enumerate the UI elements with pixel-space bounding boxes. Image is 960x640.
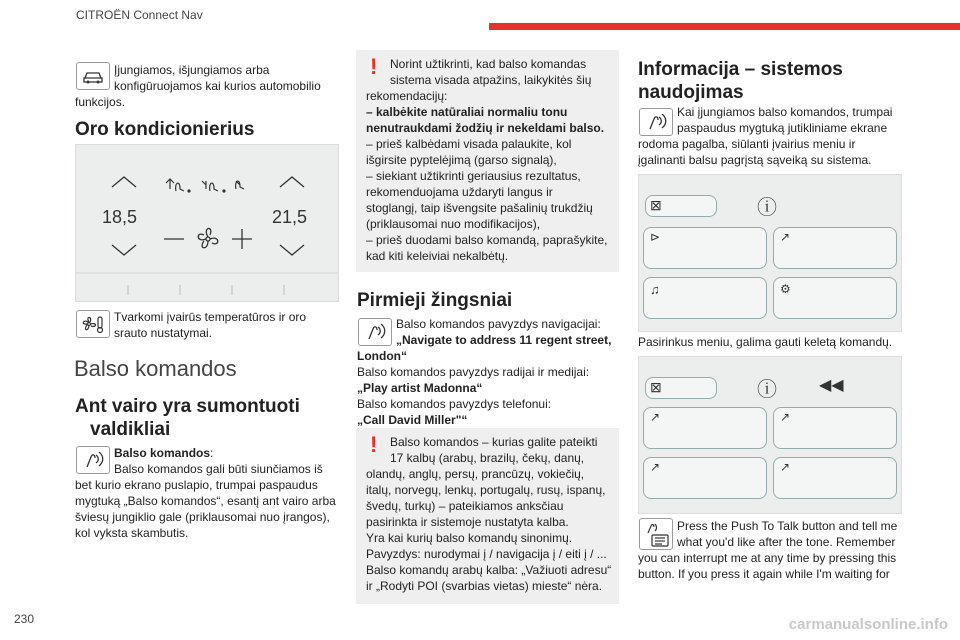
info-icon[interactable]: ⓘ — [757, 379, 777, 401]
page-number: 230 — [14, 612, 35, 626]
watermark: carmanualsonline.info — [788, 616, 948, 633]
temp-left-up-icon — [112, 177, 136, 187]
ac-caption-line-1: Tvarkomi įvairūs temperatūros ir oro — [114, 310, 307, 324]
voice-icon: ↗ — [780, 460, 791, 474]
gear-icon: ⚙ — [780, 282, 791, 296]
temperature-fan-icon — [76, 310, 110, 338]
back-icon[interactable]: ◀◀ — [819, 377, 844, 394]
voice-line-3: mygtuką „Balso komandos“, esantį ant vairo arba — [75, 494, 336, 508]
warn1-line-6: – siekiant užtikrinti geriausius rezultatus, — [366, 169, 581, 183]
menu-phone-button[interactable] — [773, 227, 897, 269]
ac-heading: Oro kondicionierius — [75, 119, 255, 140]
warning-icon: ! — [370, 432, 378, 457]
menu-caption: Pasirinkus meniu, galima gauti keletą komandų. — [638, 335, 893, 349]
ac-caption-line-2: srauto nustatymai. — [114, 326, 213, 340]
fs-bold-3: „Play artist Madonna“ — [357, 381, 483, 395]
temp-left-value: 18,5 — [102, 207, 138, 227]
voice-line-4: šviesų jungiklio gale (priklausomai nuo įrangos), — [75, 510, 330, 524]
temp-right-value: 21,5 — [272, 207, 308, 227]
intro-line-2: konfigūruojamos kai kurios automobilio — [114, 79, 321, 93]
temp-left-down-icon — [112, 245, 136, 255]
command-button-2[interactable] — [773, 407, 897, 449]
command-button-3[interactable] — [643, 457, 767, 499]
push-to-talk-icon — [639, 518, 673, 550]
car-icon — [76, 62, 110, 90]
command-list-screen — [638, 356, 902, 514]
voice-line-5: kol vyksta skambutis. — [75, 526, 189, 540]
info-line-2: paspaudus mygtuką jutikliniame ekrane — [677, 121, 888, 135]
info-icon[interactable]: ⓘ — [757, 197, 777, 219]
voice-label: Balso komandos — [114, 446, 211, 460]
voice-line-2: bet kurio ekrano puslapio, trumpai paspaudus — [75, 478, 318, 492]
warn1-line-11: kad kiti keleiviai nekalbėtų. — [366, 249, 509, 263]
steering-heading-line-2: valdikliai — [90, 419, 171, 440]
warn2-line-4: italų, norvegų, lenkų, portugalų, rusų, ispanų, — [366, 483, 606, 497]
menu-media-button[interactable] — [643, 277, 767, 319]
warn1-line-7: rekomenduojama uždaryti langus ir — [366, 185, 553, 199]
warn1-line-1: Norint užtikrinti, kad balso komandas — [390, 57, 587, 71]
header-title: CITROËN Connect Nav — [76, 8, 203, 22]
warn2-line-9: Balso komandų arabų kalba: „Važiuoti adresu“ — [366, 563, 612, 577]
warn2-line-2: 17 kalbų (arabų, brazilų, čekų, danų, — [390, 451, 585, 465]
ptt-line-2: what you'd like after the tone. Remember — [677, 535, 896, 549]
first-steps-heading: Pirmieji žingsniai — [357, 290, 513, 311]
close-button[interactable] — [645, 377, 717, 399]
warn2-line-1: Balso komandos – kurias galite pateikti — [390, 435, 598, 449]
temp-right-down-icon — [280, 245, 304, 255]
warn2-line-3: olandų, anglų, persų, prancūzų, vokiečių, — [366, 467, 585, 481]
info-line-3: rodoma pagalba, siūlanti įvairius meniu ir — [638, 137, 856, 151]
voice-icon: ↗ — [780, 410, 791, 424]
voice-commands-heading: Balso komandos — [74, 356, 237, 381]
fs-bold-4: „Call David Miller"“ — [357, 413, 468, 427]
info-line-1: Kai įjungiamos balso komandos, trumpai — [677, 105, 893, 119]
warning-icon: ! — [370, 54, 378, 79]
voice-icon — [358, 318, 392, 346]
ptt-line-4: button. If you press it again while I'm waiting for — [638, 567, 890, 581]
warn2-line-5: švedų, turkų) – pateikiamos anksčiau — [366, 499, 564, 513]
airflow-modes-icon — [166, 179, 244, 192]
warn2-line-7: Yra kai kurių balso komandų sinonimų. — [366, 531, 573, 545]
voice-icon — [639, 108, 673, 136]
info-line-4: įgalinanti balsu pagrįstą sąveiką su sistema. — [638, 153, 872, 167]
menu-navigation-button[interactable] — [643, 227, 767, 269]
warn1-line-2: sistema visada atpažins, laikykitės šių — [390, 73, 592, 87]
temp-right-up-icon — [280, 177, 304, 187]
steering-heading-line-1: Ant vairo yra sumontuoti — [75, 396, 300, 417]
fs-line-1: Balso komandos pavyzdys navigacijai: — [396, 317, 601, 331]
fs-bold-1: „Navigate to address 11 regent street, — [396, 333, 612, 347]
close-icon: ⊠ — [650, 197, 662, 213]
warn1-line-3: rekomendacijų: — [366, 89, 448, 103]
fan-icon — [198, 228, 218, 247]
warn1-bold-2: nenutraukdami žodžių ir nekeldami balso. — [366, 121, 605, 135]
command-button-1[interactable] — [643, 407, 767, 449]
warn2-line-10: ir „Rodyti POI (svarbias vietas) mieste“ nėra. — [366, 579, 603, 593]
header-accent-bar — [489, 23, 960, 30]
voice-line-1: Balso komandos gali būti siunčiamos iš — [114, 462, 323, 476]
warn1-line-8: stoglangį, taip išvengsite pašalinių trukdžių — [366, 201, 593, 215]
voice-label-line: Balso komandos: — [114, 446, 214, 460]
voice-icon: ↗ — [650, 460, 661, 474]
music-icon: ♫ — [650, 282, 660, 297]
warn1-bold-1: – kalbėkite natūraliai normaliu tonu — [366, 105, 568, 119]
warn2-line-8: Pavyzdys: nurodymai į / navigacija į / eiti į / ... — [366, 547, 607, 561]
warn1-line-4: – prieš kalbėdami visada palaukite, kol — [366, 137, 572, 151]
warn1-line-10: – prieš duodami balso komandą, paprašykite, — [366, 233, 608, 247]
fs-line-3: Balso komandos pavyzdys telefonui: — [357, 397, 552, 411]
intro-line-3: funkcijos. — [75, 95, 126, 109]
voice-icon: ↗ — [780, 230, 791, 244]
fs-line-2: Balso komandos pavyzdys radijai ir medijai: — [357, 365, 590, 379]
command-button-4[interactable] — [773, 457, 897, 499]
intro-line-1: Įjungiamos, išjungiamos arba — [114, 63, 270, 77]
warn1-line-5: išgirsite pyptelėjimą (garso signalą), — [366, 153, 557, 167]
ptt-line-1: Press the Push To Talk button and tell me — [677, 519, 898, 533]
close-icon: ⊠ — [650, 379, 662, 395]
close-button[interactable] — [645, 195, 717, 217]
info-heading-line-2: naudojimas — [638, 82, 744, 103]
voice-menu-screen — [638, 174, 902, 332]
voice-icon: ↗ — [650, 410, 661, 424]
menu-settings-button[interactable] — [773, 277, 897, 319]
warn2-line-6: pasirinkta ir sistemoje nustatyta kalba. — [366, 515, 569, 529]
ptt-line-3: you can interrupt me at any time by pressing this — [638, 551, 897, 565]
voice-icon — [76, 446, 110, 474]
navigation-icon: ⊳ — [650, 230, 661, 244]
warn1-line-9: (priklausomai nuo modifikacijos), — [366, 217, 541, 231]
fs-bold-2: London“ — [357, 349, 407, 363]
ac-panel — [75, 144, 339, 302]
info-heading-line-1: Informacija – sistemos — [638, 59, 843, 80]
